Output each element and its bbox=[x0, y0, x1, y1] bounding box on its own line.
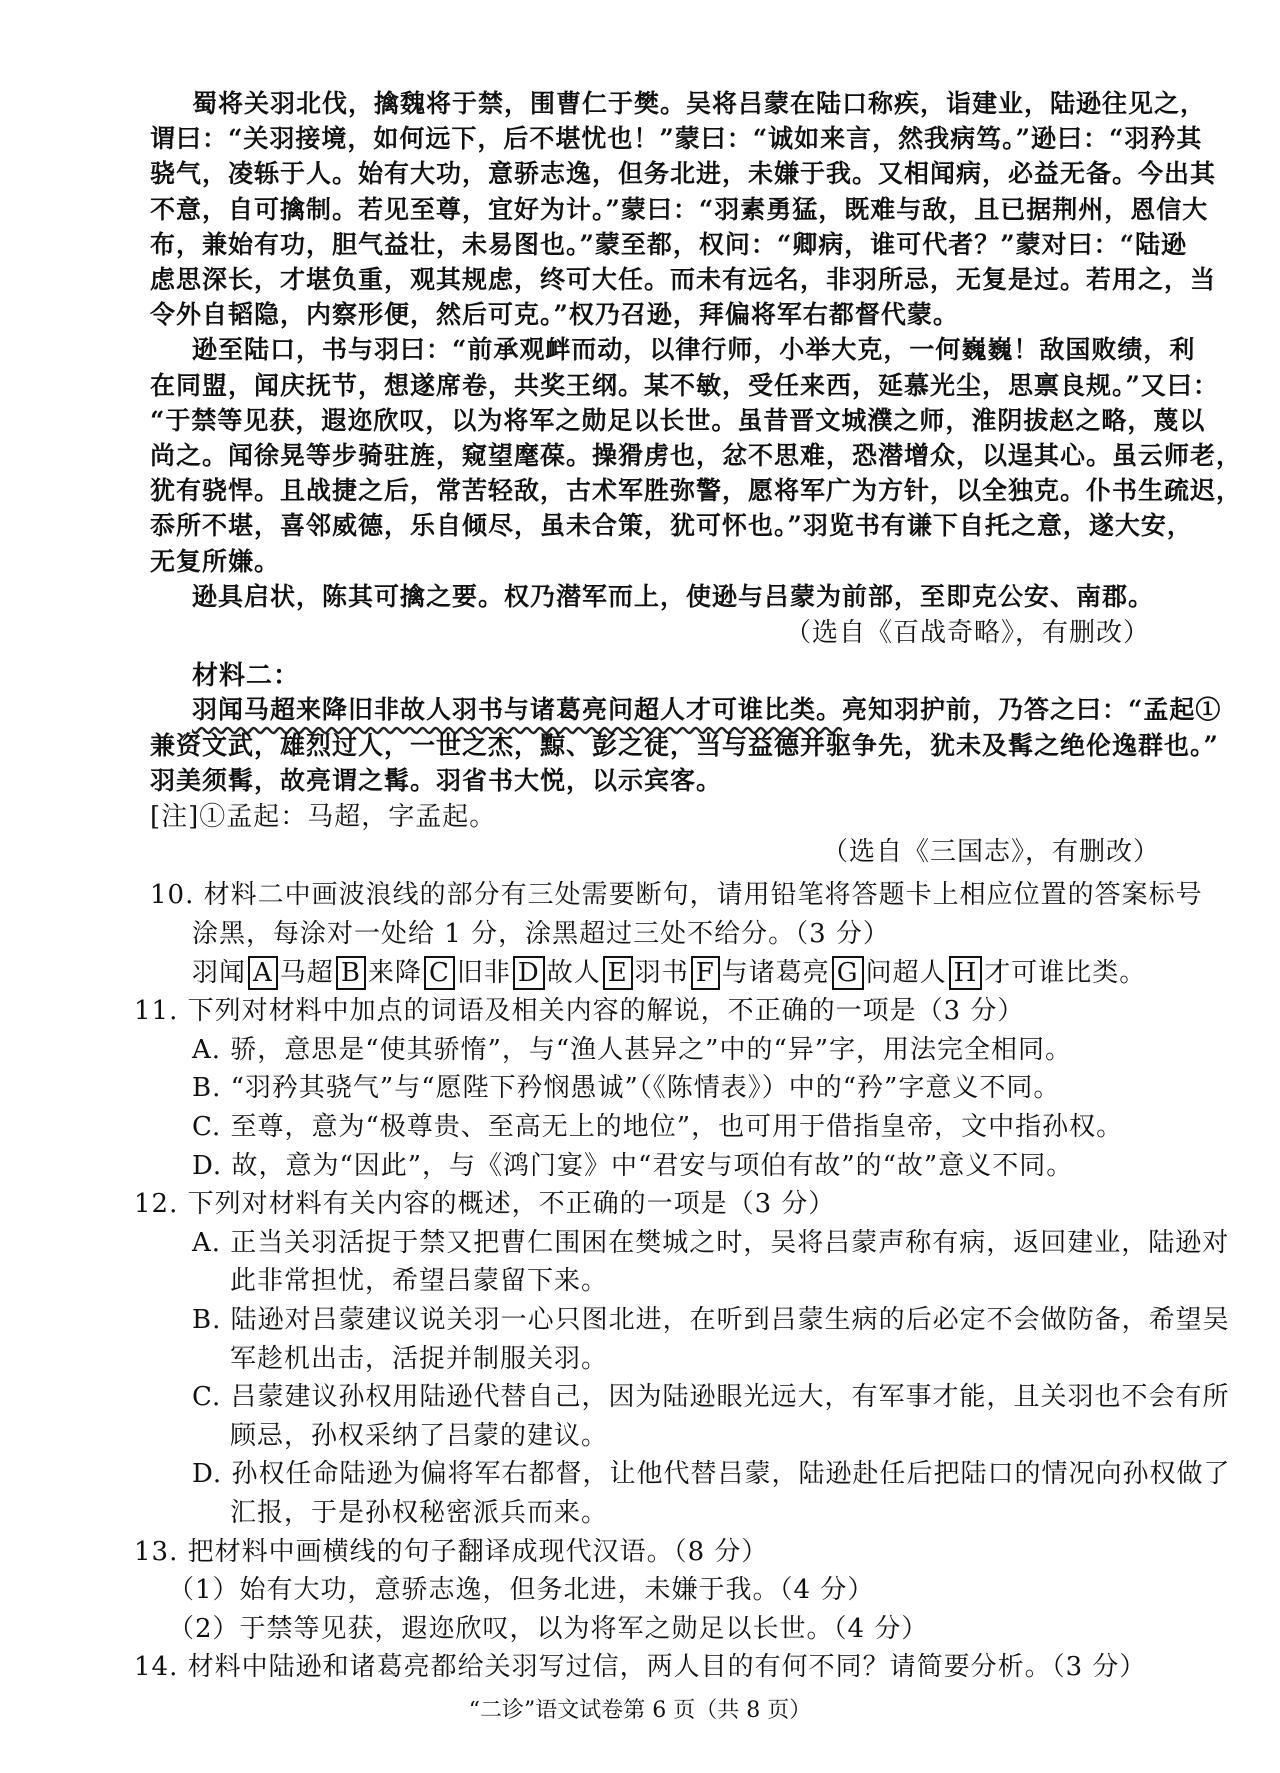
q12-option-d-line-1[interactable]: D. 孙权任命陆逊为偏将军右都督，让他代替吕蒙，陆逊赴任后把陆口的情况向孙权做了 bbox=[192, 1459, 1231, 1490]
m1-line-12: 犹有骁悍。且战捷之后，常苦轻敌，古术军胜弥警，愿将军广为方针，以全独克。仆书生疏迟， bbox=[150, 476, 1243, 506]
q12-option-b-line-2[interactable]: 军趁机出击，活捉并制服关羽。 bbox=[230, 1343, 609, 1374]
q10-sentence-segment: 来降 bbox=[367, 957, 422, 988]
m2-line-2: 兼资文武，雄烈过人，一世之杰，黥、彭之徒，当与益德并驱争先，犹未及髯之绝伦逸群也。” bbox=[150, 730, 1219, 760]
m1-line-10: “于禁等见获，遐迩欣叹，以为将军之勋足以长世。虽昔晋文城濮之师，淮阴拔赵之略，蔑以 bbox=[150, 405, 1206, 435]
q12-option-c-line-2[interactable]: 顾忌，孙权采纳了吕蒙的建议。 bbox=[230, 1420, 609, 1451]
q11-option-d[interactable]: D. 故，意为“因此”，与《鸿门宴》中“君安与项伯有故”的“故”意义不同。 bbox=[192, 1150, 1074, 1181]
m1-line-7: 令外自韬隐，内察形便，然后可克。”权乃召逊，拜偏将军右都督代蒙。 bbox=[150, 300, 959, 330]
q12-stem: 12. 下列对材料有关内容的概述，不正确的一项是（3 分） bbox=[134, 1189, 836, 1220]
m1-line-13: 忝所不堪，喜邻威德，乐自倾尽，虽未合策，犹可怀也。”羽览书有谦下自托之意，遂大安， bbox=[150, 511, 1193, 541]
q10-sentence bbox=[192, 952, 1146, 990]
m1-line-3: 骁气，凌轹于人。始有大功，意骄志逸，但务北进，未嫌于我。又相闻病，必益无备。今出其 bbox=[150, 159, 1217, 189]
m2-source: （选自《三国志》，有删改） bbox=[821, 837, 1160, 868]
q10-sentence-segment: 羽闻 bbox=[192, 957, 247, 988]
q10-break-mark-e[interactable]: E bbox=[603, 956, 633, 990]
q10-break-mark-c[interactable]: C bbox=[424, 956, 455, 990]
page-footer: “二诊”语文试卷第 6 页（共 8 页） bbox=[468, 1698, 812, 1723]
m1-line-14: 无复所嫌。 bbox=[150, 546, 281, 576]
m1-line-2: 谓曰：“关羽接境，如何远下，后不堪忧也！”蒙曰：“诚如来言，然我病笃。”逊曰：“羽矜其 bbox=[150, 124, 1203, 154]
m2-line-3: 羽美须髯，故亮谓之髯。羽省书大悦，以示宾客。 bbox=[150, 765, 723, 795]
q12-option-a-line-1[interactable]: A. 正当关羽活捉于禁又把曹仁围困在樊城之时，吴将吕蒙声称有病，返回建业，陆逊对 bbox=[192, 1227, 1230, 1258]
q13-sentence-2: （2）于禁等见获，遐迩欣叹，以为将军之勋足以长世。（4 分） bbox=[168, 1613, 929, 1644]
m2-note: [注]①孟起：马超，字孟起。 bbox=[150, 802, 497, 832]
q10-break-mark-f[interactable]: F bbox=[691, 956, 720, 990]
m1-line-15: 逊具启状，陈其可擒之要。权乃潜军而上，使逊与吕蒙为前部，至即克公安、南郡。 bbox=[192, 581, 1155, 611]
q12-option-b-line-1[interactable]: B. 陆逊对吕蒙建议说关羽一心只图北进，在听到吕蒙生病的后必定不会做防备，希望吴 bbox=[192, 1305, 1230, 1335]
q10-break-mark-g[interactable]: G bbox=[832, 956, 864, 990]
m2-line-1-rest: 亮知羽护前，乃答之曰：“孟起① bbox=[842, 695, 1222, 725]
q10-break-mark-h[interactable]: H bbox=[949, 956, 983, 990]
q10-sentence-segment: 才可谁比类。 bbox=[984, 957, 1147, 988]
m1-line-11: 尚之。闻徐晃等步骑驻旌，窥望麾葆。操猾虏也，忿不思难，恐潜增众，以逞其心。虽云师老， bbox=[150, 441, 1243, 470]
m2-heading: 材料二： bbox=[192, 661, 301, 692]
m1-line-6: 虑思深长，才堪负重，观其规虑，终可大任。而未有远名，非羽所忌，无复是过。若用之，当 bbox=[150, 265, 1217, 294]
q12-option-a-line-2[interactable]: 此非常担忧，希望吕蒙留下来。 bbox=[230, 1266, 609, 1297]
q10-sentence-segment: 羽书 bbox=[634, 957, 689, 988]
q12-option-d-line-2[interactable]: 汇报，于是孙权秘密派兵而来。 bbox=[230, 1498, 609, 1528]
m2-line-1 bbox=[192, 690, 1221, 726]
q10-break-mark-a[interactable]: A bbox=[248, 956, 278, 990]
q10-sentence-segment: 故人 bbox=[546, 957, 601, 988]
q10-stem-2: 涂黑，每涂对一处给 1 分，涂黑超过三处不给分。（3 分） bbox=[192, 919, 890, 949]
q11-option-c[interactable]: C. 至尊，意为“极尊贵、至高无上的地位”，也可用于借指皇帝，文中指孙权。 bbox=[192, 1112, 1124, 1142]
m1-line-9: 在同盟，闻庆抚节，想遂席卷，共奖王纲。某不敏，受任来西，延慕光尘，思禀良规。”又曰： bbox=[150, 370, 1219, 400]
m1-line-4: 不意，自可擒制。若见至尊，宜好为计。”蒙曰：“羽素勇猛，既难与敌，且已据荆州，恩信大 bbox=[150, 194, 1209, 224]
q10-sentence-segment: 与诸葛亮 bbox=[721, 957, 830, 988]
q10-break-mark-b[interactable]: B bbox=[336, 956, 366, 990]
q11-option-a[interactable]: A. 骄，意思是“使其骄惰”，与“渔人甚异之”中的“异”字，用法完全相同。 bbox=[192, 1034, 1073, 1065]
m1-source: （选自《百战奇略》，有删改） bbox=[784, 618, 1150, 648]
q14-stem: 14. 材料中陆逊和诸葛亮都给关羽写过信，两人目的有何不同？请简要分析。（3 分） bbox=[134, 1652, 1147, 1683]
q10-sentence-segment: 问超人 bbox=[865, 957, 947, 988]
q10-break-mark-d[interactable]: D bbox=[513, 956, 545, 990]
q13-stem: 13. 把材料中画横线的句子翻译成现代汉语。（8 分） bbox=[134, 1536, 769, 1567]
q11-stem: 11. 下列对材料中加点的词语及相关内容的解说，不正确的一项是（3 分） bbox=[134, 996, 1025, 1027]
q10-stem-1: 10. 材料二中画波浪线的部分有三处需要断句，请用铅笔将答题卡上相应位置的答案标号 bbox=[150, 880, 1203, 911]
q12-option-c-line-1[interactable]: C. 吕蒙建议孙权用陆逊代替自己，因为陆逊眼光远大，有军事才能，且关羽也不会有所 bbox=[192, 1382, 1230, 1413]
q10-sentence-segment: 旧非 bbox=[456, 957, 511, 988]
q13-sentence-1: （1）始有大功，意骄志逸，但务北进，未嫌于我。（4 分） bbox=[168, 1575, 875, 1606]
m1-line-5: 布，兼始有功，胆气益壮，未易图也。”蒙至都，权问：“卿病，谁可代者？”蒙对曰：“陆逊 bbox=[150, 229, 1188, 259]
m1-line-1: 蜀将关羽北伐，擒魏将于禁，围曹仁于樊。吴将吕蒙在陆口称疾，诣建业，陆逊往见之， bbox=[192, 89, 1207, 118]
q10-sentence-segment: 马超 bbox=[279, 957, 334, 988]
q11-option-b[interactable]: B. “羽矜其骁气”与“愿陛下矜悯愚诚”（《陈情表》）中的“矜”字意义不同。 bbox=[192, 1073, 1061, 1104]
m2-wavy-sentence: 羽闻马超来降旧非故人羽书与诸葛亮问超人才可谁比类。 bbox=[192, 695, 843, 725]
m1-line-8: 逊至陆口，书与羽曰：“前承观衅而动，以律行师，小举大克，一何巍巍！敌国败绩，利 bbox=[192, 335, 1196, 365]
